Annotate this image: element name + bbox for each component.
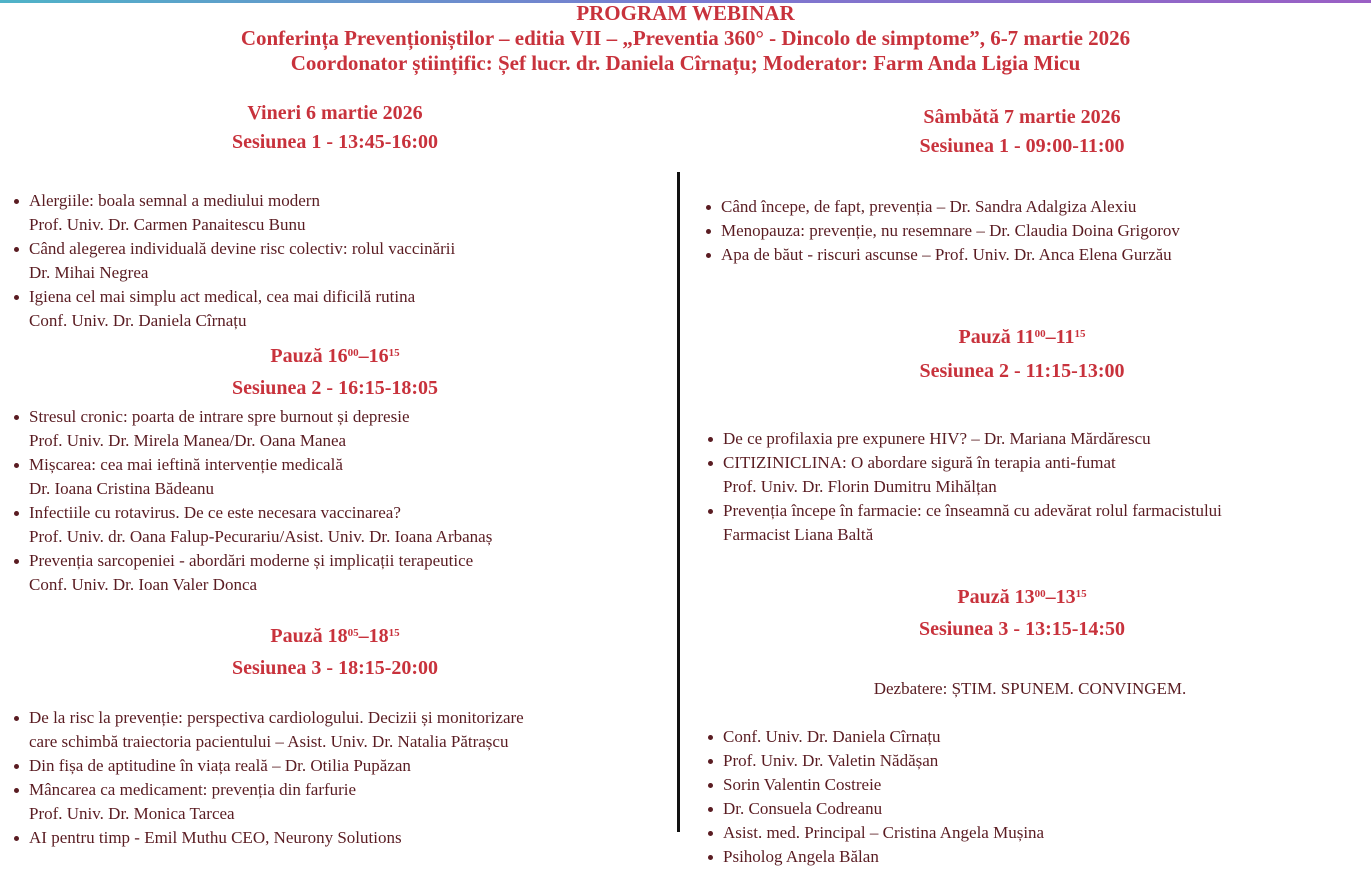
item-title: Când începe, de fapt, prevenția – Dr. Sandra Adalgiza Alexiu [721,197,1137,216]
item-title: Psiholog Angela Bălan [723,847,879,866]
pause-start-hour: 18 [327,625,348,647]
item-speaker: Conf. Univ. Dr. Daniela Cîrnațu [29,311,247,330]
program-item [14,189,455,237]
program-item [706,219,1180,243]
item-title: Conf. Univ. Dr. Daniela Cîrnațu [723,727,941,746]
pause-heading: Pauză $13^{00}-13^{15}$ [957,586,1087,608]
pause-start-minute: 00 [1034,328,1046,340]
item-title: Din fișa de aptitudine în viața reală – Dr. Otilia Pupăzan [29,756,411,775]
pause-heading: Pauză $16^{00}-16^{15}$ [270,345,400,367]
pause-label: Pauză [270,625,323,647]
pause-heading: Pauză $11^{00}-11^{15}$ [958,326,1086,348]
program-item [708,499,1222,547]
pause-start-hour: 16 [327,345,348,367]
debate-title: Dezbatere: ȘTIM. SPUNEM. CONVINGEM. [873,679,1187,698]
program-item [14,453,492,501]
item-speaker: Dr. Ioana Cristina Bădeanu [29,479,215,498]
program-item [14,706,524,754]
pause-label: Pauză [957,586,1010,608]
item-title: Infectiile cu rotavirus. De ce este necesara vaccinarea? [29,503,401,522]
session-item-list [706,195,1180,267]
program-item [706,243,1180,267]
item-title: Stresul cronic: poarta de intrare spre burnout și depresie [29,407,410,426]
item-title: Alergiile: boala semnal a mediului modern [29,191,320,210]
item-speaker: Prof. Univ. Dr. Carmen Panaitescu Bunu [29,215,306,234]
program-item [708,427,1222,451]
program-item [14,778,524,826]
item-title: De ce profilaxia pre expunere HIV? – Dr. Mariana Mărdărescu [723,429,1151,448]
pause-label: Pauză [270,345,323,367]
pause-end-hour: 18 [368,625,389,647]
item-speaker: Prof. Univ. dr. Oana Falup-Pecurariu/Asist. Univ. Dr. Ioana Arbanaș [29,527,493,546]
session-item-list [14,405,492,597]
item-speaker: Farmacist Liana Baltă [723,525,874,544]
item-title: CITIZINICLINA: O abordare sigură în terapia anti-fumat [723,453,1116,472]
pause-start-hour: 11 [1015,326,1035,348]
program-item [14,826,524,850]
item-title: Când alegerea individuală devine risc colectiv: rolul vaccinării [29,239,456,258]
session-heading: Sesiunea 2 - 11:15-13:00 [919,360,1125,382]
item-title: Mișcarea: cea mai ieftină intervenție medicală [29,455,343,474]
program-item [708,725,1044,749]
pause-label: Pauză [958,326,1011,348]
session-heading: Sesiunea 1 - 09:00-11:00 [919,135,1125,157]
item-title: Prevenția începe în farmacie: ce înseamnă cu adevărat rolul farmacistului [723,501,1222,520]
item-title: Sorin Valentin Costreie [723,775,882,794]
item-speaker: Prof. Univ. Dr. Monica Tarcea [29,804,235,823]
program-item [708,845,1044,869]
session-heading: Sesiunea 3 - 18:15-20:00 [231,657,439,679]
day-heading: Sâmbătă 7 martie 2026 [923,106,1121,128]
item-title: Dr. Consuela Codreanu [723,799,883,818]
item-title: Mâncarea ca medicament: prevenția din farfurie [29,780,357,799]
session-item-list [14,706,524,850]
program-item [14,754,524,778]
program-item [708,797,1044,821]
pause-end-hour: 16 [368,345,389,367]
pause-heading: Pauză $18^{05}-18^{15}$ [270,625,400,647]
pause-end-hour: 13 [1055,586,1076,608]
item-title: Apa de băut - riscuri ascunse – Prof. Univ. Dr. Anca Elena Gurzău [721,245,1172,264]
item-speaker: Conf. Univ. Dr. Ioan Valer Donca [29,575,258,594]
item-title: Asist. med. Principal – Cristina Angela Mușina [723,823,1045,842]
day-heading: Vineri 6 martie 2026 [247,102,423,124]
program-item [14,549,492,597]
pause-start-minute: 00 [1034,588,1046,600]
pause-end-minute: 15 [1074,328,1086,340]
program-item [708,773,1044,797]
program-item [14,501,492,549]
program-item [14,285,455,333]
program-item [708,451,1222,499]
pause-end-hour: 11 [1055,326,1075,348]
item-title: Igiena cel mai simplu act medical, cea mai dificilă rutina [29,287,416,306]
program-item [14,237,455,285]
session-heading: Sesiunea 3 - 13:15-14:50 [918,618,1126,640]
item-speaker: Dr. Mihai Negrea [29,263,149,282]
session-item-list [708,725,1044,869]
program-item [708,821,1044,845]
item-speaker: Prof. Univ. Dr. Mirela Manea/Dr. Oana Manea [29,431,347,450]
item-speaker: Prof. Univ. Dr. Florin Dumitru Mihălțan [723,477,997,496]
program-item [708,749,1044,773]
session-heading: Sesiunea 1 - 13:45-16:00 [231,131,439,153]
program-title: PROGRAM WEBINAR [576,1,795,25]
item-title: Prevenția sarcopeniei - abordări moderne și implicații terapeutice [29,551,474,570]
session-heading: Sesiunea 2 - 16:15-18:05 [231,377,439,399]
pause-end-minute: 15 [1075,588,1087,600]
pause-start-minute: 00 [347,347,359,359]
program-item [706,195,1180,219]
column-divider [677,172,680,832]
pause-end-minute: 15 [388,627,400,639]
item-title: Menopauza: prevenție, nu resemnare – Dr. Claudia Doina Grigorov [721,221,1180,240]
item-title: De la risc la prevenție: perspectiva cardiologului. Decizii și monitorizare [29,708,524,727]
item-title: AI pentru timp - Emil Muthu CEO, Neurony Solutions [29,828,402,847]
pause-start-hour: 13 [1014,586,1035,608]
program-item [14,405,492,453]
coordinator-line: Coordonator științific: Șef lucr. dr. Daniela Cîrnațu; Moderator: Farm Anda Ligia Micu [290,51,1081,75]
session-item-list [14,189,455,333]
pause-start-minute: 05 [347,627,359,639]
conference-subtitle: Conferința Prevenționiștilor – editia VII – „Preventia 360° - Dincolo de simptome”, 6-7 martie 2026 [240,26,1131,50]
session-item-list [708,427,1222,547]
pause-end-minute: 15 [388,347,400,359]
item-speaker: care schimbă traiectoria pacientului – Asist. Univ. Dr. Natalia Pătrașcu [29,732,509,751]
item-title: Prof. Univ. Dr. Valetin Nădășan [723,751,939,770]
